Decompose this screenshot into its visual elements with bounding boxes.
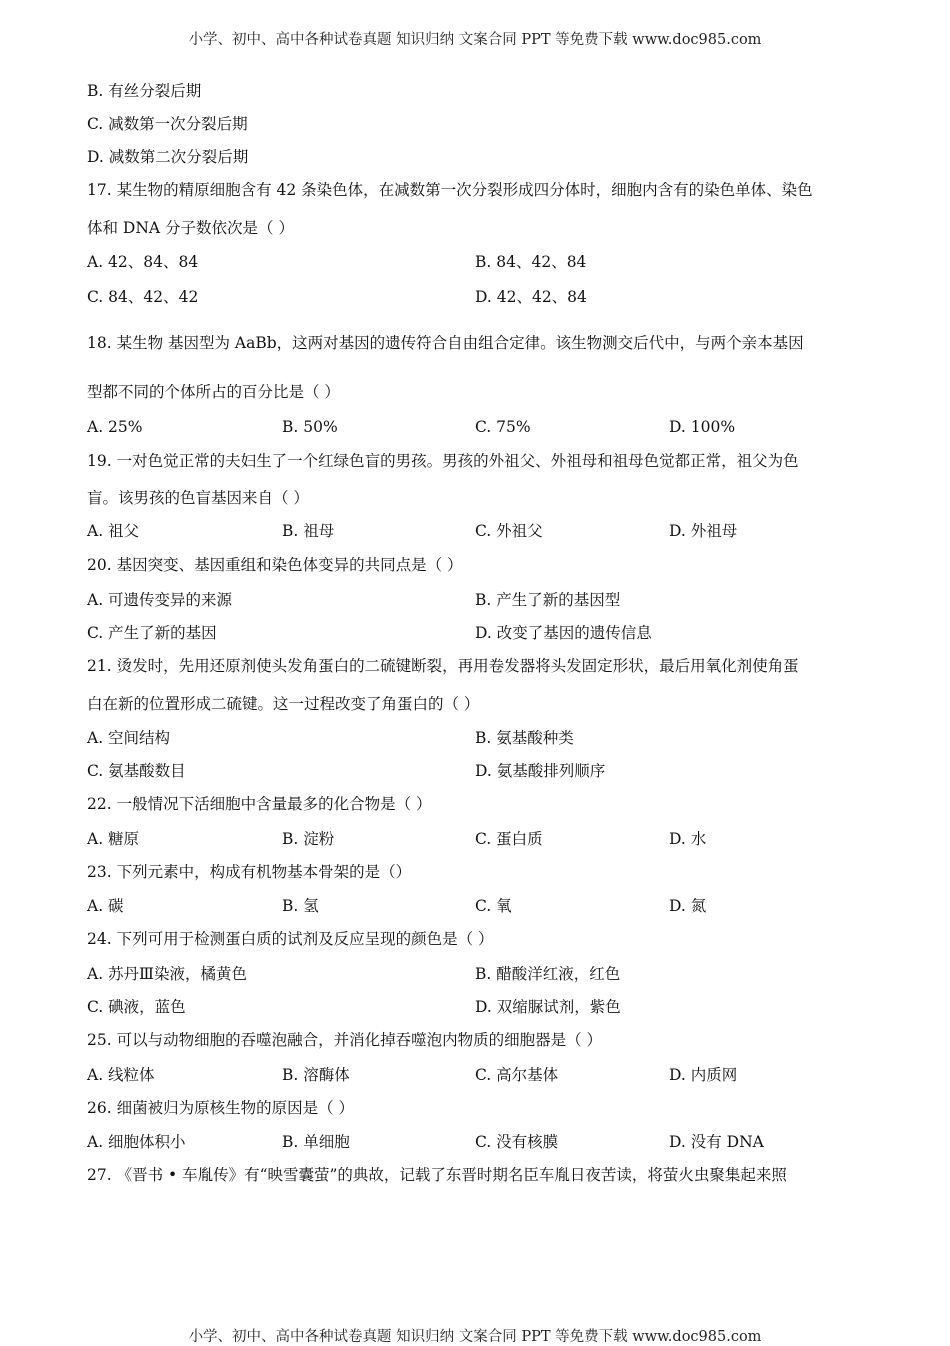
- q17-option-b: B. 84、42、84: [475, 253, 587, 271]
- q18-stem-line2: 型都不同的个体所占的百分比是（ ）: [87, 383, 340, 401]
- q25-option-a: A. 线粒体: [87, 1066, 155, 1084]
- q18-option-c: C. 75%: [475, 418, 531, 436]
- q16-option-b: B. 有丝分裂后期: [87, 82, 202, 100]
- q18-option-d: D. 100%: [669, 418, 736, 436]
- q19-option-d: D. 外祖母: [669, 522, 738, 540]
- q21-stem-line1: 21. 烫发时，先用还原剂使头发角蛋白的二硫键断裂，再用卷发器将头发固定形状，最后用氧化剂使角蛋: [87, 657, 799, 675]
- q20-option-b: B. 产生了新的基因型: [475, 591, 621, 609]
- q26-option-a: A. 细胞体积小: [87, 1133, 186, 1151]
- q17-stem-line1: 17. 某生物的精原细胞含有 42 条染色体，在减数第一次分裂形成四分体时，细胞内含有的染色单体、染色: [87, 181, 813, 199]
- q18-option-a: A. 25%: [87, 418, 143, 436]
- q19-option-a: A. 祖父: [87, 522, 140, 540]
- q23-option-c: C. 氧: [475, 897, 512, 915]
- q26-option-c: C. 没有核膜: [475, 1133, 559, 1151]
- q25-option-d: D. 内质网: [669, 1066, 738, 1084]
- q17-stem-line2: 体和 DNA 分子数依次是（ ）: [87, 219, 294, 237]
- q23-option-a: A. 碳: [87, 897, 124, 915]
- q19-option-b: B. 祖母: [282, 522, 335, 540]
- q21-option-d: D. 氨基酸排列顺序: [475, 762, 606, 780]
- q18-option-b: B. 50%: [282, 418, 338, 436]
- q23-option-b: B. 氢: [282, 897, 319, 915]
- q24-option-c: C. 碘液，蓝色: [87, 998, 186, 1016]
- q21-option-a: A. 空间结构: [87, 729, 171, 747]
- q19-option-c: C. 外祖父: [475, 522, 543, 540]
- q21-option-b: B. 氨基酸种类: [475, 729, 574, 747]
- q19-stem-line2: 盲。该男孩的色盲基因来自（ ）: [87, 489, 309, 507]
- q21-option-c: C. 氨基酸数目: [87, 762, 186, 780]
- q23-option-d: D. 氮: [669, 897, 707, 915]
- q20-option-d: D. 改变了基因的遗传信息: [475, 624, 652, 642]
- q26-stem: 26. 细菌被归为原核生物的原因是（ ）: [87, 1099, 355, 1117]
- page-footer: 小学、初中、高中各种试卷真题 知识归纳 文案合同 PPT 等免费下载 www.doc985.com: [188, 1329, 762, 1345]
- q18-stem-line1: 18. 某生物 基因型为 AaBb，这两对基因的遗传符合自由组合定律。该生物测交后代中，与两个亲本基因: [87, 334, 804, 352]
- q22-option-a: A. 糖原: [87, 830, 140, 848]
- page-header: 小学、初中、高中各种试卷真题 知识归纳 文案合同 PPT 等免费下载 www.doc985.com: [188, 32, 762, 48]
- q24-option-d: D. 双缩脲试剂，紫色: [475, 998, 621, 1016]
- q22-option-c: C. 蛋白质: [475, 830, 543, 848]
- q25-option-b: B. 溶酶体: [282, 1066, 350, 1084]
- q26-option-d: D. 没有 DNA: [669, 1133, 764, 1151]
- q17-option-d: D. 42、42、84: [475, 288, 587, 306]
- q24-option-b: B. 醋酸洋红液，红色: [475, 965, 621, 983]
- q19-stem-line1: 19. 一对色觉正常的夫妇生了一个红绿色盲的男孩。男孩的外祖父、外祖母和祖母色觉都正常，祖父为色: [87, 452, 799, 470]
- q20-option-a: A. 可遗传变异的来源: [87, 591, 233, 609]
- q17-option-a: A. 42、84、84: [87, 253, 199, 271]
- q22-stem: 22. 一般情况下活细胞中含量最多的化合物是（ ）: [87, 795, 432, 813]
- q24-stem: 24. 下列可用于检测蛋白质的试剂及反应呈现的颜色是（ ）: [87, 930, 494, 948]
- q24-option-a: A. 苏丹Ⅲ染液，橘黄色: [87, 965, 247, 983]
- q17-option-c: C. 84、42、42: [87, 288, 199, 306]
- q16-option-c: C. 减数第一次分裂后期: [87, 115, 248, 133]
- q26-option-b: B. 单细胞: [282, 1133, 350, 1151]
- q20-option-c: C. 产生了新的基因: [87, 624, 217, 642]
- q20-stem: 20. 基因突变、基因重组和染色体变异的共同点是（ ）: [87, 556, 463, 574]
- q25-option-c: C. 高尔基体: [475, 1066, 559, 1084]
- q16-option-d: D. 减数第二次分裂后期: [87, 148, 249, 166]
- q22-option-b: B. 淀粉: [282, 830, 335, 848]
- q27-stem-line1: 27. 《晋书 • 车胤传》有“映雪囊萤”的典故，记载了东晋时期名臣车胤日夜苦读，将萤火虫聚集起来照: [87, 1166, 787, 1184]
- q25-stem: 25. 可以与动物细胞的吞噬泡融合，并消化掉吞噬泡内物质的细胞器是（ ）: [87, 1031, 603, 1049]
- q23-stem: 23. 下列元素中，构成有机物基本骨架的是（）: [87, 863, 412, 881]
- q21-stem-line2: 白在新的位置形成二硫键。这一过程改变了角蛋白的（ ）: [87, 695, 480, 713]
- q22-option-d: D. 水: [669, 830, 707, 848]
